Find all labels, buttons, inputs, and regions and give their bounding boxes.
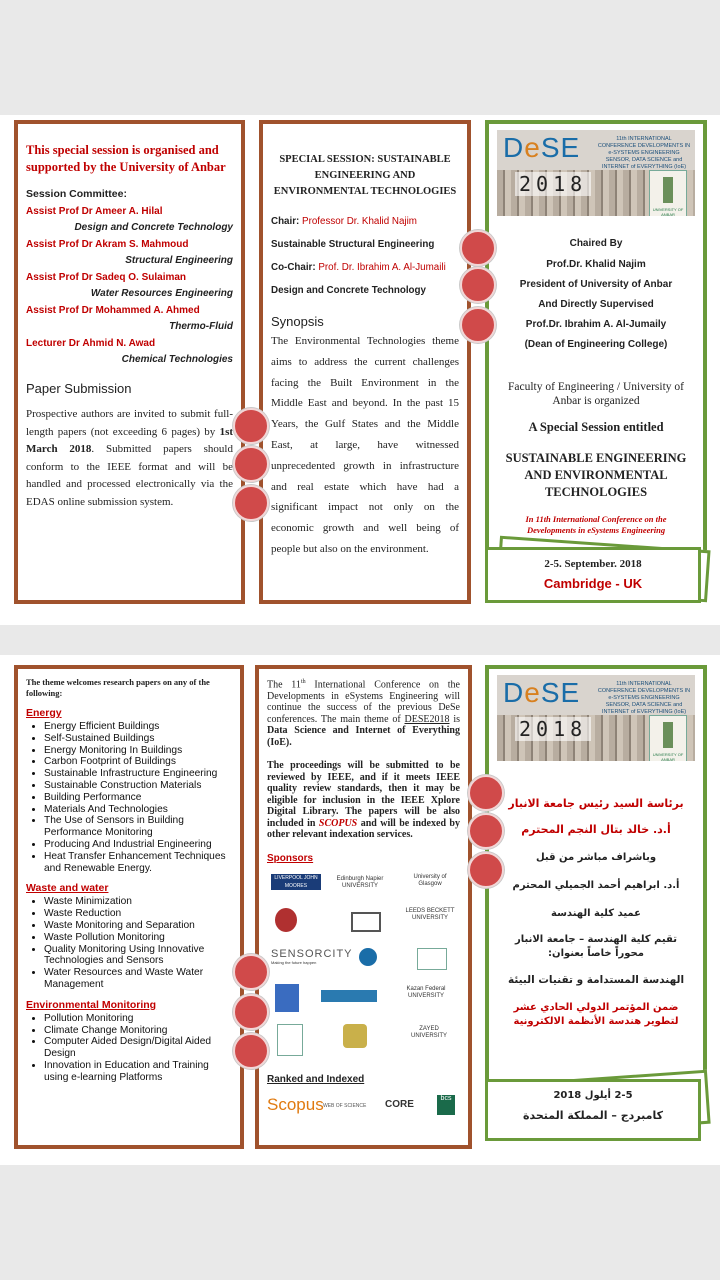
session-dates: 2-5. September. 2018 — [544, 558, 642, 570]
binder-hole — [460, 267, 496, 303]
committee-member-name: Assist Prof Dr Ameer A. Hilal — [26, 206, 163, 217]
binder-hole — [460, 307, 496, 343]
binder-hole — [233, 1033, 269, 1069]
list-item: • Waste Minimization — [44, 896, 232, 908]
partner-logo-icon — [321, 990, 377, 1002]
committee-panel — [14, 120, 245, 604]
arabic-dates: 2-5 أيلول 2018 — [553, 1090, 633, 1101]
paper-submission-heading: Paper Submission — [26, 381, 132, 396]
binder-hole — [233, 994, 269, 1030]
date-tab — [485, 547, 701, 603]
arabic-line: أ.د. خالد بتال النجم المحترم — [521, 823, 671, 836]
dese-logo-text: DeSE — [503, 677, 581, 708]
synopsis-text: The Environmental Technologies theme aims to address the current challenges facing the Built Environment in the Middle East and beyond. In the past 15 Years, the Gulf States and the Middle East, at large, have witnessed unprecedented growth in infrastructure and real estate which have had a significant impact not only on the economic growth and well being of people but also on the environment. — [271, 335, 459, 555]
chaired-by: Chaired By — [569, 238, 623, 249]
paper-text-b: . Submitted papers should conform to the IEEE format and will be handled and processed electronically via the EDAS online submission system. — [26, 443, 233, 508]
sponsor-name: Edinburgh Napier UNIVERSITY — [336, 875, 384, 889]
crest-logo-icon — [275, 908, 297, 932]
committee-member-field: Chemical Technologies — [121, 354, 233, 365]
intro-b: International Conference on the Developments in eSystems Engineering will continue the success of the previous DeSe conferences. The main theme of — [267, 679, 460, 725]
napier-logo — [335, 876, 385, 890]
committee-member-name: Assist Prof Dr Mohammed A. Ahmed — [26, 305, 200, 316]
committee-member-field: Thermo-Fluid — [169, 321, 233, 332]
wos-logo: WEB OF SCIENCE — [323, 1102, 367, 1109]
sponsor-name: SENSORCITY — [271, 947, 353, 960]
dese-logo-banner — [497, 130, 695, 216]
dese-logo-banner — [497, 675, 695, 761]
binder-hole — [460, 230, 496, 266]
chair-role: President of University of Anbar — [519, 279, 673, 290]
sponsor-name: Kazan Federal UNIVERSITY — [406, 985, 446, 999]
intro-sup: th — [300, 679, 306, 685]
sponsor-name: LIVERPOOL JOHN MOORES UNIVERSITY — [274, 874, 318, 897]
anbar-logo-icon — [277, 1024, 303, 1056]
organised-statement: This special session is organised and supported by the University of Anbar — [26, 143, 226, 174]
proceedings-text — [267, 760, 460, 841]
committee-member-field: Design and Concrete Technology — [74, 222, 233, 233]
arabic-line: تقيم كلية الهندسة – جامعة الانبار محوراً خاصاً بعنوان: — [515, 934, 677, 959]
faculty-text: Faculty of Engineering / University of Anbar is organized — [508, 381, 684, 407]
arabic-line: أ.د. ابراهيم أحمد الجميلي المحترم — [512, 880, 680, 891]
intro-theme: Data Science and Internet of Everything (IoE). — [267, 725, 460, 748]
seal-label: UNIVERSITY OF ANBAR — [652, 752, 684, 761]
list-item: • Self-Sustained Buildings — [44, 733, 232, 745]
ranked-heading: Ranked and Indexed — [267, 1073, 365, 1085]
waste-list — [26, 896, 232, 990]
paper-text-a: Prospective authors are invited to submit full-length papers (not exceeding 6 pages) by — [26, 408, 233, 438]
cochair-name: Prof.Dr. Ibrahim A. Al-Jumaily — [525, 319, 667, 330]
liverpool-logo — [271, 874, 321, 897]
conference-intro — [267, 677, 460, 748]
session-panel — [259, 120, 471, 604]
committee-member-name: Assist Prof Dr Akram S. Mahmoud — [26, 239, 189, 250]
arabic-line: برئاسة السيد رئيس جامعة الانبار — [508, 797, 684, 810]
leeds-logo — [405, 908, 455, 922]
chair-field: Sustainable Structural Engineering — [271, 239, 435, 250]
list-item: • Pollution Monitoring — [44, 1013, 232, 1025]
r6-forum-logo-icon — [275, 984, 299, 1012]
paper-submission-text — [26, 406, 233, 511]
list-item: • Energy Efficient Buildings — [44, 721, 232, 733]
glasgow-logo — [405, 874, 455, 888]
list-item: • Sustainable Construction Materials — [44, 780, 232, 792]
index-logos — [267, 1093, 460, 1123]
env-list — [26, 1013, 232, 1084]
sensorcity-logo — [271, 947, 353, 965]
energy-heading: Energy — [26, 707, 62, 719]
cochair-role: (Dean of Engineering College) — [524, 339, 668, 350]
list-item: • The Use of Sensors in Building Performance Monitoring — [44, 815, 232, 839]
committee-heading: Session Committee: — [26, 188, 127, 200]
session-location: Cambridge - UK — [543, 576, 643, 591]
list-item: • Waste Monitoring and Separation — [44, 920, 232, 932]
list-item: • Carbon Footprint of Buildings — [44, 756, 232, 768]
list-item: • Building Performance — [44, 792, 232, 804]
info-panel — [255, 665, 472, 1149]
arabic-line: وباشراف مباشر من قبل — [535, 852, 657, 863]
scopus-mention: SCOPUS — [318, 817, 358, 829]
session-title-cover: SUSTAINABLE ENGINEERING AND ENVIRONMENTAL TECHNOLOGIES — [505, 451, 687, 499]
energy-list — [26, 721, 232, 874]
proceedings-b: and will be indexed by other relevant indexation services. — [267, 817, 460, 841]
sponsor-name: ZAYED UNIVERSITY — [410, 1025, 447, 1039]
committee-member-name: Assist Prof Dr Sadeq O. Sulaiman — [26, 272, 187, 283]
kazan-logo — [397, 986, 455, 1000]
university-seal-icon — [649, 715, 687, 761]
dese-logo — [503, 132, 580, 164]
cochair-field: Design and Concrete Technology — [271, 285, 426, 296]
list-item: • Materials And Technologies — [44, 804, 232, 816]
scopus-logo: Scopus — [267, 1094, 324, 1114]
partner-logo-icon — [351, 912, 381, 932]
arabic-line: الهندسة المستدامة و تقنيات البيئة — [507, 974, 685, 986]
university-seal-icon — [649, 170, 687, 216]
committee-member-field: Water Resources Engineering — [90, 288, 233, 299]
binder-hole — [233, 954, 269, 990]
list-item: • Heat Transfer Enhancement Techniques and Renewable Energy. — [44, 851, 232, 875]
sponsor-logos — [267, 868, 460, 1068]
dese-logo-text: DeSE — [503, 132, 581, 163]
sponsors-heading: Sponsors — [267, 852, 314, 864]
proceedings-a: The proceedings will be submitted to be reviewed by IEEE, and if it meets IEEE quality review standards, then it may be eligible for inclusion in the IEEE Xplore Digital Library. The papers will be also included in — [267, 760, 460, 829]
sensorcity-tagline: Making the future happen — [271, 959, 317, 965]
logo-conference-text: 11th INTERNATIONAL CONFERENCE DEVELOPMENTS IN e-SYSTEMS ENGINEERING SENSOR, DATA SCIENCE and INTERNET of EVERYTHING (IoE) — [597, 136, 691, 170]
seal-label: UNIVERSITY OF ANBAR — [652, 207, 684, 216]
binder-hole — [233, 485, 269, 521]
brochure-front — [0, 115, 720, 625]
list-item: • Waste Pollution Monitoring — [44, 932, 232, 944]
synopsis-heading: Synopsis — [271, 314, 324, 329]
binder-hole — [468, 852, 504, 888]
intro-a: The 11 — [267, 679, 301, 691]
list-item: • Producing And Industrial Engineering — [44, 839, 232, 851]
binder-hole — [468, 775, 504, 811]
env-heading: Environmental Monitoring — [26, 998, 157, 1011]
binder-hole — [233, 446, 269, 482]
cochair-label: Co-Chair: — [271, 262, 316, 273]
supervised-text: And Directly Supervised — [538, 299, 654, 310]
chair-label: Chair: — [271, 216, 300, 227]
arabic-cover-panel — [485, 665, 707, 1095]
list-item: • Climate Change Monitoring — [44, 1025, 232, 1037]
paper-deadline: 1st March 2018 — [26, 425, 234, 455]
partner-logo-icon — [417, 948, 447, 970]
waste-heading: Waste and water — [26, 882, 109, 895]
chair-name: Prof.Dr. Khalid Najim — [546, 259, 646, 270]
sponsor-name: University of Glasgow — [413, 873, 447, 887]
brochure-back — [0, 655, 720, 1165]
topics-intro: The theme welcomes research papers on any of the following: — [26, 677, 210, 698]
list-item: • Energy Monitoring In Buildings — [44, 745, 232, 757]
list-item: • Water Resources and Waste Water Management — [44, 967, 232, 991]
list-item: • Innovation in Education and Training using e-learning Platforms — [44, 1060, 232, 1084]
arabic-line: ضمن المؤتمر الدولي الحادي عشر لتطوير هندسة الأنظمة الالكترونية — [513, 1002, 679, 1027]
arabic-location: كامبردج – المملكة المتحدة — [523, 1109, 663, 1122]
bcs-logo: bcs — [437, 1095, 455, 1115]
committee-list — [26, 206, 233, 365]
zayed-logo — [407, 1026, 451, 1040]
special-session-label: A Special Session entitled — [528, 420, 664, 434]
intro-c: is — [453, 713, 460, 725]
dese2018-link[interactable]: DESE2018 — [404, 713, 450, 725]
logo-year: 2018 — [515, 717, 591, 741]
binder-hole — [468, 813, 504, 849]
binder-hole — [233, 408, 269, 444]
cochair-name: Prof. Dr. Ibrahim A. Al-Jumaili — [318, 262, 446, 273]
topics-panel — [14, 665, 244, 1149]
sponsor-name: LEEDS BECKETT UNIVERSITY — [405, 907, 455, 921]
chair-line — [271, 216, 459, 227]
session-title: SPECIAL SESSION: SUSTAINABLE ENGINEERING AND ENVIRONMENTAL TECHNOLOGIES — [273, 154, 457, 197]
core-logo: CORE — [385, 1098, 414, 1110]
pi-logo-icon — [359, 948, 377, 966]
list-item: • Sustainable Infrastructure Engineering — [44, 768, 232, 780]
cochair-line — [271, 262, 459, 273]
logo-conference-text: 11th INTERNATIONAL CONFERENCE DEVELOPMENTS IN e-SYSTEMS ENGINEERING SENSOR, DATA SCIENCE and INTERNET of EVERYTHING (IoE) — [597, 681, 691, 715]
committee-member-field: Structural Engineering — [125, 255, 233, 266]
arabic-line: عميد كلية الهندسة — [551, 908, 641, 919]
conference-note: In 11th International Conference on the Developments in eSystems Engineering — [525, 514, 667, 535]
list-item: • Computer Aided Design/Digital Aided Design — [44, 1036, 232, 1060]
chair-name: Professor Dr. Khalid Najim — [302, 216, 417, 227]
committee-member-name: Lecturer Dr Ahmid N. Awad — [26, 338, 156, 349]
date-tab — [485, 1079, 701, 1141]
list-item: • Waste Reduction — [44, 908, 232, 920]
cover-panel — [485, 120, 707, 558]
dese-logo — [503, 677, 580, 709]
list-item: • Quality Monitoring Using Innovative Technologies and Sensors — [44, 944, 232, 968]
emblem-logo-icon — [343, 1024, 367, 1048]
logo-year: 2018 — [515, 172, 591, 196]
